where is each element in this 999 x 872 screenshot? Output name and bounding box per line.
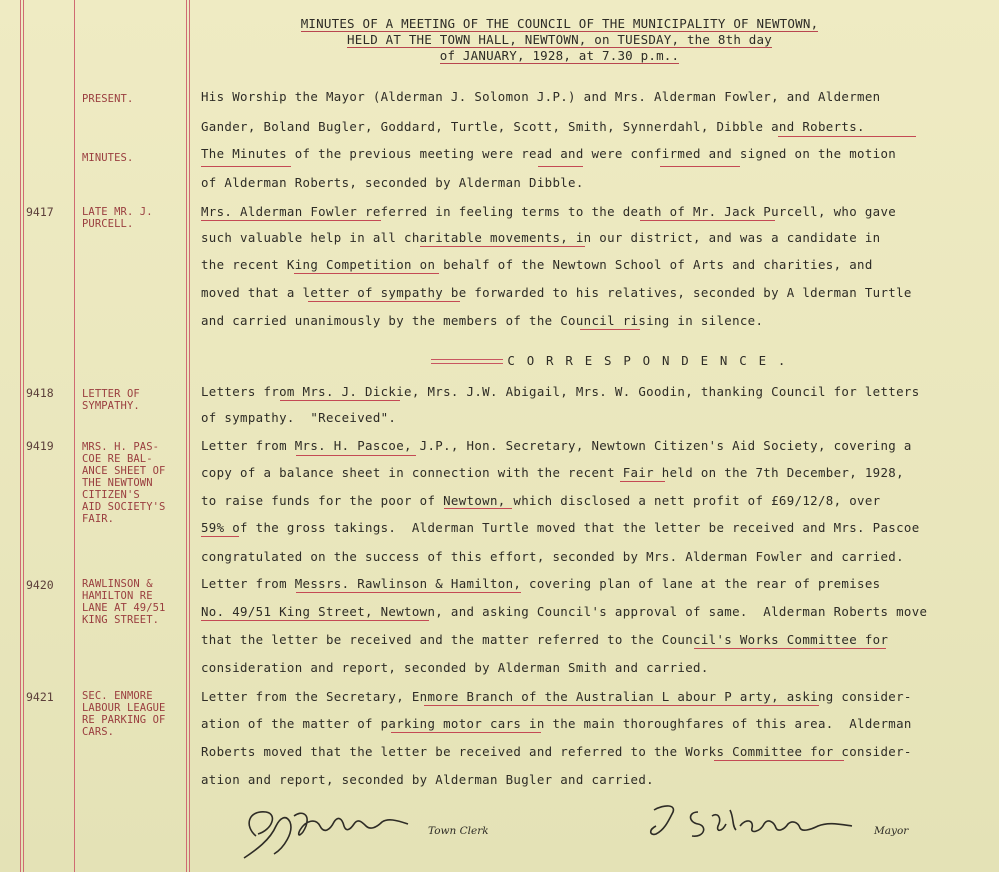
header-line-3: of JANUARY, 1928, at 7.30 p.m.. [439, 48, 680, 63]
underline-mark [580, 329, 640, 330]
pascoe-line-3: to raise funds for the poor of Newtown, which disclosed a nett profit of £69/12/8, over [201, 493, 881, 508]
margin-rule-b [189, 0, 190, 872]
underline-mark [714, 760, 844, 761]
double-rule [431, 359, 503, 364]
present-line-2: Gander, Boland Bugler, Goddard, Turtle, Scott, Smith, Synnerdahl, Dibble and Roberts. [201, 119, 865, 134]
enmore-line-1: Letter from the Secretary, Enmore Branch of the Australian L abour P arty, asking consider- [201, 689, 912, 704]
purcell-line-3: the recent King Competition on behalf of the Newtown School of Arts and charities, and [201, 257, 873, 272]
margin-minutes: MINUTES. [82, 152, 134, 164]
mayor-label: Mayor [874, 825, 909, 837]
underline-mark [201, 620, 429, 621]
underline-mark [620, 481, 665, 482]
minutes-line-2: of Alderman Roberts, seconded by Alderman Dibble. [201, 175, 584, 190]
underline-mark [424, 705, 819, 706]
pascoe-line-4: 59% of the gross takings. Alderman Turtle moved that the letter be received and Mrs. Pascoe [201, 520, 920, 535]
underline-mark [420, 246, 585, 247]
enmore-line-2: ation of the matter of parking motor cars in the main thoroughfares of this area. Alderman [201, 716, 912, 731]
rawlinson-line-3: that the letter be received and the matter referred to the Council's Works Committee for [201, 632, 889, 647]
rawlinson-line-4: consideration and report, seconded by Alderman Smith and carried. [201, 660, 709, 675]
header-line-2: HELD AT THE TOWN HALL, NEWTOWN, on TUESDAY, the 8th day [347, 32, 772, 47]
ref-9418: 9418 [26, 386, 54, 400]
margin-rawlinson: RAWLINSON & HAMILTON RE LANE AT 49/51 KING STREET. [82, 578, 166, 626]
ref-rule [74, 0, 75, 872]
underline-mark [778, 136, 916, 137]
ref-9421: 9421 [26, 690, 54, 704]
underline-mark [201, 536, 239, 537]
enmore-line-4: ation and report, seconded by Alderman Bugler and carried. [201, 772, 654, 787]
pascoe-line-5: congratulated on the success of this effort, seconded by Mrs. Alderman Fowler and carried. [201, 549, 904, 564]
purcell-line-1: Mrs. Alderman Fowler referred in feeling terms to the death of Mr. Jack Purcell, who gave [201, 204, 897, 219]
header-line-1: MINUTES OF A MEETING OF THE COUNCIL OF THE MUNICIPALITY OF NEWTOWN, [300, 16, 819, 31]
purcell-line-2: such valuable help in all charitable movements, in our district, and was a candidate in [201, 230, 881, 245]
ref-9420: 9420 [26, 578, 54, 592]
margin-pascoe: MRS. H. PAS- COE RE BAL- ANCE SHEET OF THE NEWTOWN CITIZEN'S AID SOCIETY'S FAIR. [82, 441, 166, 525]
minutes-line-1: The Minutes of the previous meeting were read and were confirmed and signed on the motion [201, 146, 897, 161]
underline-mark [296, 455, 416, 456]
left-rule-outer [20, 0, 21, 872]
sympathy-line-2: of sympathy. "Received". [201, 410, 397, 425]
purcell-line-5: and carried unanimously by the members of the Council rising in silence. [201, 313, 764, 328]
margin-letter-of-sympathy: LETTER OF SYMPATHY. [82, 388, 140, 412]
underline-mark [201, 166, 291, 167]
margin-purcell: LATE MR. J. PURCELL. [82, 206, 153, 230]
town-clerk-signature [236, 796, 426, 868]
underline-mark [660, 166, 740, 167]
underline-mark [201, 220, 381, 221]
underline-mark [694, 648, 886, 649]
mayor-signature [642, 796, 872, 856]
town-clerk-label: Town Clerk [428, 825, 489, 837]
underline-mark [640, 220, 775, 221]
underline-mark [444, 508, 512, 509]
left-rule-inner [23, 0, 24, 872]
correspondence-heading: C O R R E S P O N D E N C E . [0, 353, 999, 368]
underline-mark [391, 732, 541, 733]
purcell-line-4: moved that a letter of sympathy be forwarded to his relatives, seconded by A lderman Turtle [201, 285, 912, 300]
pascoe-line-2: copy of a balance sheet in connection with the recent Fair held on the 7th December, 1928, [201, 465, 904, 480]
rawlinson-line-1: Letter from Messrs. Rawlinson & Hamilton, covering plan of lane at the rear of premises [201, 576, 881, 591]
underline-mark [296, 592, 521, 593]
present-line-1: His Worship the Mayor (Alderman J. Solomon J.P.) and Mrs. Alderman Fowler, and Aldermen [201, 89, 881, 104]
margin-enmore: SEC. ENMORE LABOUR LEAGUE RE PARKING OF CARS. [82, 690, 166, 738]
underline-mark [538, 166, 583, 167]
margin-rule-a [186, 0, 187, 872]
rawlinson-line-2: No. 49/51 King Street, Newtown, and asking Council's approval of same. Alderman Roberts move [201, 604, 928, 619]
underline-mark [294, 273, 439, 274]
underline-mark [308, 301, 460, 302]
sympathy-line-1: Letters from Mrs. J. Dickie, Mrs. J.W. Abigail, Mrs. W. Goodin, thanking Council for letters [201, 384, 920, 399]
enmore-line-3: Roberts moved that the letter be received and referred to the Works Committee for consider- [201, 744, 912, 759]
pascoe-line-1: Letter from Mrs. H. Pascoe, J.P., Hon. Secretary, Newtown Citizen's Aid Society, covering a [201, 438, 912, 453]
margin-present: PRESENT. [82, 93, 134, 105]
ref-9417: 9417 [26, 205, 54, 219]
ref-9419: 9419 [26, 439, 54, 453]
underline-mark [280, 400, 400, 401]
